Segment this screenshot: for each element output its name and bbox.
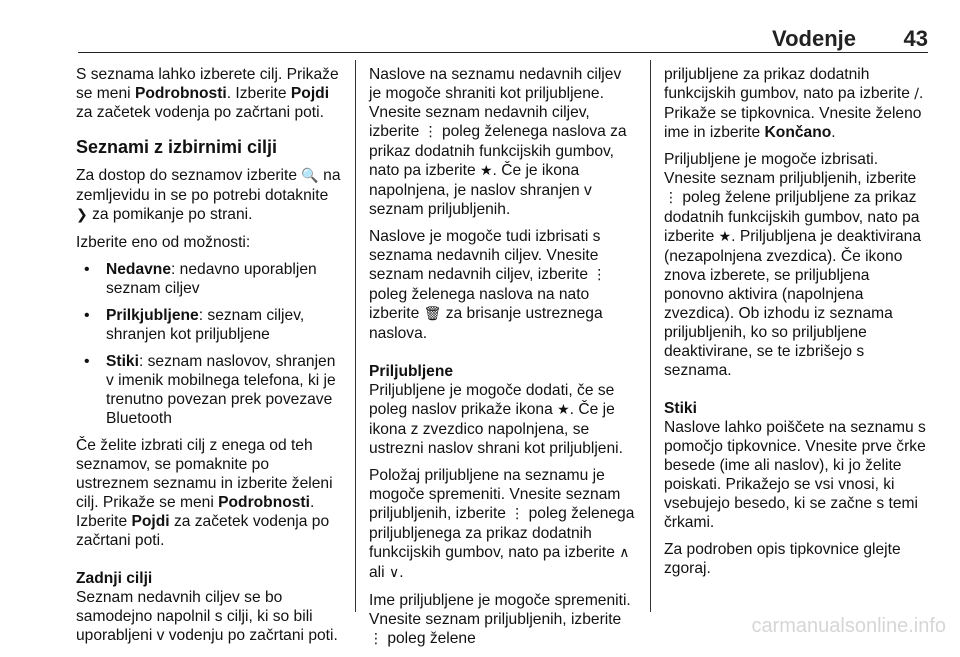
star-icon: ★ <box>479 163 493 179</box>
section-heading: Seznami z izbirnimi cilji <box>76 137 278 157</box>
more-icon: ⋮ <box>369 631 383 647</box>
add-favourite-paragraph: Priljubljene je mogoče dodati, če se poleg naslov prikaže ikona ★. Če je ikona z zvezdico napolnjena, se ustrezni naslov shrani kot priljubljeni. <box>369 382 623 457</box>
pencil-icon: ∕ <box>914 86 919 102</box>
page-header <box>78 22 928 53</box>
search-icon: 🔍 <box>301 168 319 184</box>
subheading-favourites: Priljubljene <box>369 363 454 380</box>
keyboard-reference-paragraph: Za podroben opis tipkovnice glejte zgoraj. <box>664 541 901 577</box>
section-title: Vodenje <box>772 26 856 51</box>
save-recent-paragraph: Naslove na seznamu nedavnih ciljev je mogoče shraniti kot priljubljene. Vnesite seznam nedavnih ciljev, izberite ⋮ poleg želenega naslova za prikaz dodatnih funkcijskih gumbov, nato pa izberite ★. Če je ikona napolnjena, je naslov shranjen v seznam priljubljenih. <box>369 66 627 218</box>
chevron-down-icon: ∨ <box>388 565 400 581</box>
subheading-contacts: Stiki <box>664 400 697 417</box>
list-item: • Nedavne: nedavno uporabljen seznam ciljev <box>76 260 342 298</box>
rename-continued-paragraph: priljubljene za prikaz dodatnih funkcijskih gumbov, nato pa izberite ∕. Prikaže se tipkovnica. Vnesite želeno ime in izberite Končano. <box>664 66 924 141</box>
chevron-up-icon: ∧ <box>619 545 630 561</box>
trash-icon: 🗑 <box>423 306 442 322</box>
more-icon: ⋮ <box>664 190 678 206</box>
column-2 <box>369 65 635 657</box>
recent-paragraph: Seznam nedavnih ciljev se bo samodejno napolnil s cilji, ki so bili uporabljeni v vodenju po začrtani poti. <box>76 589 338 644</box>
more-icon: ⋮ <box>423 124 438 140</box>
list-item: • Stiki: seznam naslovov, shranjen v imenik mobilnega telefona, ki je trenutno povezan prek povezave Bluetooth <box>76 352 342 428</box>
column-3 <box>664 65 928 586</box>
chevron-right-icon: ❯ <box>76 207 88 223</box>
more-icon: ⋮ <box>510 506 525 522</box>
list-item: • Prilkjubljene: seznam ciljev, shranjen kot priljubljene <box>76 306 342 344</box>
star-icon: ★ <box>718 229 732 245</box>
column-1 <box>76 65 342 653</box>
reorder-favourite-paragraph: Položaj priljubljene na seznamu je mogoče spremeniti. Vnesite seznam priljubljenih, izberite ⋮ poleg želenega priljubljenega za prikaz dodatnih funkcijskih gumbov, nato pa izberite ∧ ali ∨. <box>369 467 635 581</box>
select-paragraph: Če želite izbrati cilj z enega od teh seznamov, se pomaknite po ustreznem seznamu in izberite želeni cilj. Prikaže se meni Podrobnosti. Izberite Pojdi za začetek vodenja po začrtani poti. <box>76 437 333 549</box>
column-divider <box>355 60 356 612</box>
intro-paragraph: S seznama lahko izberete cilj. Prikaže se meni Podrobnosti. Izberite Pojdi za začetek vodenja po začrtani poti. <box>76 66 339 121</box>
options-list <box>76 260 342 428</box>
page-number: 43 <box>903 26 928 51</box>
options-intro: Izberite eno od možnosti: <box>76 234 251 251</box>
column-divider <box>650 60 651 612</box>
access-paragraph: Za dostop do seznamov izberite 🔍 na zemljevidu in se po potrebi dotaknite ❯ za pomikanje po strani. <box>76 167 341 223</box>
star-icon: ★ <box>557 402 570 418</box>
rename-favourite-paragraph: Ime priljubljene je mogoče spremeniti. Vnesite seznam priljubljenih, izberite ⋮ poleg želene <box>369 592 631 647</box>
subheading-recent: Zadnji cilji <box>76 570 153 587</box>
contacts-paragraph: Naslove lahko poiščete na seznamu s pomočjo tipkovnice. Vnesite prve črke besede (ime ali naslov), ki jo želite poiskati. Prikažejo se vsi vnosi, ki vsebujejo besedo, ki se začne s temi črkami. <box>664 419 926 531</box>
more-icon: ⋮ <box>592 267 607 283</box>
watermark: carmanualsonline.info <box>751 615 946 637</box>
delete-favourite-paragraph: Priljubljene je mogoče izbrisati. Vnesite seznam priljubljenih, izberite ⋮ poleg želene priljubljene za prikaz dodatnih funkcijskih gumbov, nato pa izberite ★. Priljubljena je deaktivirana (nezapolnjena zvezdica). Če ikono znova izberete, se priljubljena ponovno aktivira (napolnjena zvezdica). Ob izhodu iz seznama priljubljenih, ko so priljubljene deaktivirane, se te izbrišejo s seznama. <box>664 151 921 379</box>
delete-recent-paragraph: Naslove je mogoče tudi izbrisati s seznama nedavnih ciljev. Vnesite seznam nedavnih ciljev, izberite ⋮ poleg želenega naslova na nato izberite 🗑 za brisanje ustreznega naslova. <box>369 228 607 342</box>
